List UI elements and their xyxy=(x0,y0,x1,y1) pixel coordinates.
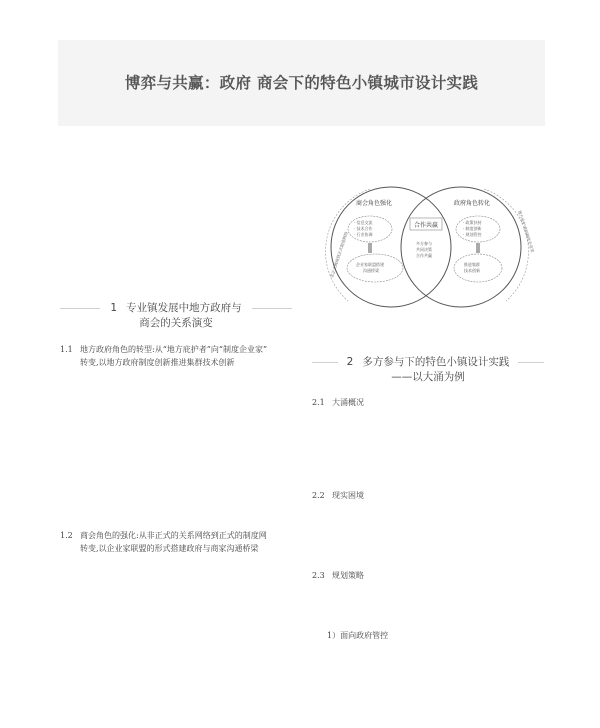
right-arrow xyxy=(476,243,480,253)
section2-rule-right xyxy=(518,362,544,363)
section1-title-line1: 专业镇发展中地方政府与 xyxy=(126,302,242,314)
section1-rule-right xyxy=(252,308,292,309)
center-item: 合作共赢 xyxy=(416,253,432,258)
left-item: · 行业协调 xyxy=(354,232,373,237)
section1-heading xyxy=(100,301,252,331)
subsection-title-line1: 商会角色的强化:从非正式的关系网络到正式的制度网 xyxy=(80,531,267,540)
list-item: 1）面向政府管控 xyxy=(327,631,389,640)
venn-diagram xyxy=(318,183,538,313)
page-title: 博弈与共赢：政府 商会下的特色小镇城市设计实践 xyxy=(124,74,479,92)
section2-title-line2: ——以大涌为例 xyxy=(391,371,465,383)
section1-rule-left xyxy=(60,308,100,309)
left-arrow xyxy=(368,243,372,253)
section2-title-line1: 多方参与下的特色小镇设计实践 xyxy=(362,356,510,368)
subsection-number: 2.3 xyxy=(312,571,325,580)
left-circle-title: 商会角色强化 xyxy=(356,200,393,207)
subsection-2-3 xyxy=(312,569,512,583)
subsection-1-2 xyxy=(60,529,305,557)
right-circle-title: 政府角色转化 xyxy=(454,200,491,207)
right-lower-text: 技术创新 xyxy=(464,268,480,273)
subsection-title-line1: 地方政府角色的转型:从“地方庇护者”向“制度企业家” xyxy=(80,345,268,354)
subsection-label: 大涌概况 xyxy=(332,398,364,407)
subsection-1-1 xyxy=(60,343,305,371)
left-lower-text: 企业家联盟搭建 xyxy=(356,262,384,267)
subsection-number: 2.2 xyxy=(312,491,325,500)
right-item: · 规划管控 xyxy=(463,232,482,237)
subsection-title-line2: 转变,以地方政府制度创新推进集群技术创新 xyxy=(80,358,235,367)
right-item: · 政策扶持 xyxy=(463,220,482,225)
section2-number: 2 xyxy=(346,356,354,368)
subsection-label: 现实困境 xyxy=(332,491,364,500)
subsection-2-1 xyxy=(312,396,512,410)
section1-number: 1 xyxy=(110,302,118,314)
right-outer-arc xyxy=(484,189,528,301)
title-banner xyxy=(58,40,545,126)
subsection-number: 1.2 xyxy=(60,531,73,540)
right-item: · 制度创新 xyxy=(463,226,482,231)
left-item: · 技术合作 xyxy=(354,226,373,231)
subsection-number: 2.1 xyxy=(312,398,325,407)
left-lower-text: 沟通桥梁 xyxy=(363,268,379,273)
left-item: · 信息交流 xyxy=(354,220,373,225)
right-lower-text: 推进集群 xyxy=(464,262,480,267)
center-label: 合作共赢 xyxy=(414,222,439,229)
center-item: 共同决策 xyxy=(416,247,432,252)
left-arc-text: 非正式网络到正式制度网络 xyxy=(329,231,349,279)
section2-heading xyxy=(338,355,518,385)
subsection-title-line2: 转变,以企业家联盟的形式搭建政府与商家沟通桥梁 xyxy=(80,544,259,553)
subsection-label: 规划策略 xyxy=(332,571,364,580)
section2-rule-left xyxy=(312,362,338,363)
center-item: 多方参与 xyxy=(416,241,432,246)
right-arc-text: 地方庇护者到制度企业家 xyxy=(517,209,536,254)
section1-title-line2: 商会的关系演变 xyxy=(139,317,213,329)
subsection-number: 1.1 xyxy=(60,345,73,354)
subsection-2-2 xyxy=(312,489,512,503)
